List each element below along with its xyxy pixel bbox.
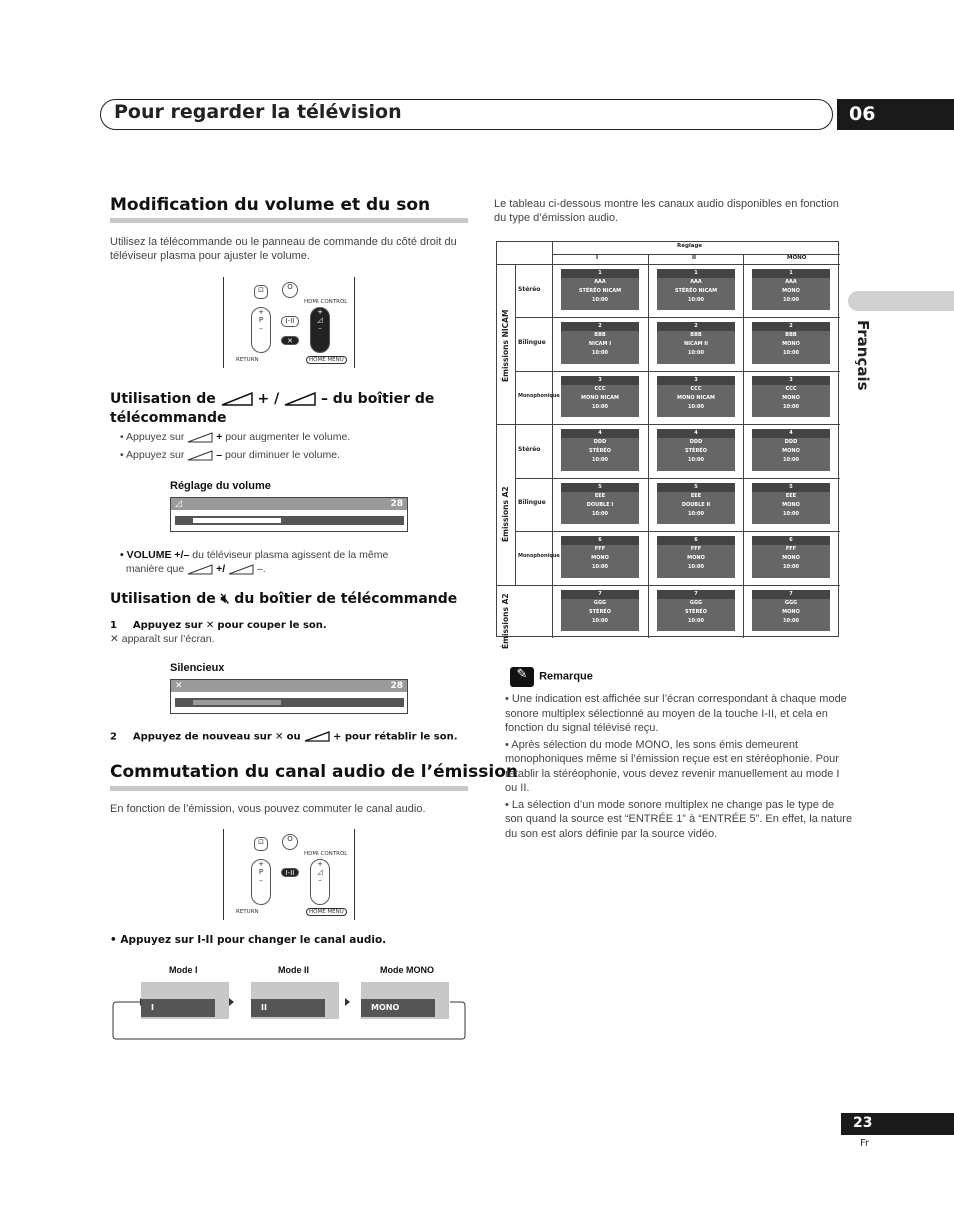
table-line	[515, 371, 840, 372]
table-cell-line: GGG	[784, 599, 798, 606]
table-cell-line: 10:00	[688, 457, 704, 464]
mute-step-2: 2 Appuyez de nouveau sur ✕ ou + pour rétablir le son.	[110, 731, 458, 743]
table-cell-line: 10:00	[688, 564, 704, 571]
return-label: RETURN	[236, 909, 259, 915]
mute-osd-header	[171, 680, 407, 692]
table-cell-line: 7	[752, 590, 830, 599]
language-tab	[848, 291, 954, 311]
table-cell-line: MONO	[782, 501, 800, 508]
table-row-label: Stéréo	[518, 446, 541, 453]
mute-osd	[170, 679, 408, 714]
table-row-label: Monophonique	[518, 552, 560, 559]
table-line	[648, 254, 649, 638]
table-intro: Le tableau ci-dessous montre les canaux audio disponibles en fonction du type d’émission audio.	[494, 198, 839, 224]
table-cell-line: FFF	[594, 546, 606, 553]
input-button-icon: ⊡	[254, 837, 268, 851]
table-cell-line: 10:00	[783, 403, 799, 410]
table-cell-line: 10:00	[592, 564, 608, 571]
table-cell-line: STÉRÉO	[589, 448, 611, 455]
table-cell-line: BBB	[690, 332, 702, 339]
table-column-header: II	[692, 255, 697, 261]
audio-channel-table	[496, 241, 839, 650]
power-icon: O	[282, 834, 298, 850]
table-cell-screen	[657, 269, 735, 310]
volume-osd-header	[171, 498, 407, 510]
mute-step-1: 1 Appuyez sur ✕ pour couper le son.	[110, 620, 327, 631]
section1-heading: Modification du volume et du son	[110, 195, 431, 215]
table-cell-line: STÉRÉO NICAM	[674, 288, 718, 294]
page-number: 23	[841, 1113, 954, 1135]
table-cell-line: 10:00	[592, 617, 608, 624]
table-cell-line: 10:00	[592, 297, 608, 303]
table-cell-line: DDD	[689, 439, 703, 446]
table-cell-line: MONO	[782, 341, 800, 348]
remote-illustration-volume	[223, 277, 355, 368]
bullet-increase: • Appuyez sur + pour augmenter le volume.	[120, 431, 351, 443]
table-cell-line: EEE	[690, 492, 702, 499]
section2-intro: En fonction de l’émission, vous pouvez commuter le canal audio.	[110, 803, 426, 815]
table-group-label: Émissions A2	[501, 486, 510, 543]
table-cell-line: EEE	[594, 492, 606, 499]
table-cell-line: 10:00	[592, 457, 608, 464]
mute-button-icon: ✕	[281, 336, 299, 345]
table-line	[515, 317, 840, 318]
table-cell-screen	[657, 590, 735, 631]
pencil-icon: ✎	[510, 667, 534, 687]
mute-sub-heading: Utilisation de 🔇︎ du boîtier de télécommande	[110, 591, 458, 607]
table-cell-screen	[657, 376, 735, 417]
mute-icon: ✕	[110, 633, 119, 645]
language-label: Français	[854, 320, 872, 391]
table-line	[497, 424, 840, 425]
mode-cycle-diagram	[112, 962, 467, 1042]
table-cell-line: CCC	[785, 385, 797, 392]
table-cell-screen	[752, 376, 830, 417]
table-cell-line: STÉRÉO	[589, 608, 611, 615]
volume-value: 28	[390, 499, 403, 509]
mute-icon: 🔇︎	[220, 591, 230, 607]
volume-rocker-icon: + ◿ –	[310, 307, 330, 353]
section2-heading: Commutation du canal audio de l’émission	[110, 762, 518, 782]
table-group-label: Émissions A2	[501, 593, 510, 650]
table-line	[552, 242, 553, 638]
table-cell-line: 10:00	[688, 350, 704, 357]
table-cell-line: CCC	[594, 385, 606, 392]
table-cell-line: 10:00	[592, 510, 608, 517]
table-cell-line: 2	[657, 322, 735, 331]
hdmi-label: HDMI CONTROL	[304, 299, 348, 305]
table-cell-line: NICAM II	[683, 341, 709, 348]
table-cell-line: 10:00	[783, 510, 799, 517]
table-cell-line: 4	[561, 429, 639, 438]
table-row-label: Stéréo	[518, 285, 541, 293]
table-cell-screen	[561, 590, 639, 631]
table-cell-line: STÉRÉO	[685, 448, 707, 455]
table-cell-line: GGG	[593, 599, 607, 606]
table-cell-screen	[561, 322, 639, 363]
table-cell-screen	[657, 536, 735, 577]
table-cell-line: 10:00	[688, 297, 704, 303]
table-cell-line: 3	[752, 376, 830, 385]
table-cell-screen	[561, 536, 639, 577]
note-item: • Une indication est affichée sur l’écran correspondant à chaque mode sonore multiplex sélectionné au moyen de la touche I-II, et cela en fonction du signal télévisé reçu.	[505, 693, 847, 734]
volume-value: 28	[390, 681, 403, 691]
table-cell-line: 1	[561, 269, 639, 278]
table-line	[515, 478, 840, 479]
table-cell-line: 7	[561, 590, 639, 599]
volume-rocker-icon: + ◿ –	[310, 859, 330, 905]
table-cell-line: AAA	[785, 279, 797, 285]
table-cell-line: 10:00	[688, 510, 704, 517]
table-cell-line: MONO	[782, 394, 800, 401]
table-cell-screen	[657, 322, 735, 363]
table-cell-screen	[657, 483, 735, 524]
table-row-label: Monophonique	[518, 392, 560, 399]
table-cell-line: 5	[561, 483, 639, 492]
chapter-number: 06	[837, 99, 954, 130]
volume-icon	[228, 564, 254, 575]
audio-switch-bullet: • Appuyez sur I-II pour changer le canal audio.	[110, 934, 387, 946]
hdmi-label: HDMI CONTROL	[304, 851, 348, 857]
table-cell-line: BBB	[785, 332, 797, 339]
i-ii-button-highlighted: I-II	[281, 868, 299, 877]
input-button-icon: ⊡	[254, 285, 268, 299]
volume-icon	[187, 432, 213, 443]
table-cell-line: 5	[657, 483, 735, 492]
table-cell-line: 10:00	[688, 403, 704, 410]
mute-icon: ✕	[175, 681, 183, 691]
table-reglage-header: Réglage	[677, 243, 703, 249]
mute-icon: ✕	[205, 620, 215, 631]
table-cell-line: 4	[657, 429, 735, 438]
mode-mono-caption: Mode MONO	[380, 965, 434, 975]
table-cell-line: 3	[561, 376, 639, 385]
table-cell-line: 3	[657, 376, 735, 385]
table-cell-line: MONO NICAM	[677, 394, 715, 401]
note-item: • La sélection d’un mode sonore multiplex ne change pas le type de son quand la source est “ENTRÉE 1” à “ENTRÉE 5”. En effet, la nature du son est alors définie par la source vidéo.	[505, 798, 853, 840]
table-cell-line: DDD	[784, 439, 798, 446]
table-cell-screen	[752, 483, 830, 524]
table-cell-line: 6	[752, 536, 830, 545]
table-cell-line: 10:00	[783, 297, 799, 303]
table-cell-line: DOUBLE I	[586, 501, 614, 508]
table-cell-line: FFF	[690, 546, 702, 553]
table-cell-line: STÉRÉO NICAM	[578, 288, 622, 294]
table-cell-line: GGG	[689, 599, 703, 606]
table-cell-line: EEE	[785, 492, 797, 499]
table-cell-line: 1	[752, 269, 830, 278]
page-language: Fr	[860, 1138, 870, 1149]
mode-1-caption: Mode I	[169, 965, 198, 975]
volume-icon	[187, 564, 213, 575]
mode-2-caption: Mode II	[278, 965, 309, 975]
mode-1-screen: I	[141, 982, 229, 1019]
table-row-label: Bilingue	[518, 339, 546, 347]
channel-rocker-icon: + P –	[251, 307, 271, 353]
home-menu-label: HOME MENU	[306, 356, 347, 364]
table-cell-line: MONO NICAM	[581, 394, 619, 401]
table-cell-line: 10:00	[783, 564, 799, 571]
note-header: ✎ Remarque	[510, 666, 593, 687]
table-cell-line: AAA	[690, 279, 702, 285]
table-cell-line: 1	[657, 269, 735, 278]
volume-icon	[187, 450, 213, 461]
section1-intro: Utilisez la télécommande ou le panneau de commande du côté droit du téléviseur plasma pour ajuster le volume.	[110, 236, 457, 262]
table-cell-line: 2	[752, 322, 830, 331]
table-cell-line: BBB	[594, 332, 606, 339]
table-cell-line: MONO	[782, 608, 800, 615]
table-cell-screen	[752, 590, 830, 631]
volume-sub-heading: Utilisation de + / – du boîtier de télécommande	[110, 391, 435, 426]
table-cell-line: 10:00	[783, 350, 799, 357]
volume-osd	[170, 497, 408, 532]
volume-fill	[193, 518, 281, 523]
i-ii-button: I-II	[281, 316, 299, 327]
table-row-label: Bilingue	[518, 499, 546, 507]
table-cell-line: 10:00	[688, 617, 704, 624]
table-cell-line: 5	[752, 483, 830, 492]
table-cell-line: MONO	[782, 288, 800, 294]
table-cell-line: MONO	[591, 555, 609, 562]
table-cell-screen	[561, 483, 639, 524]
table-cell-line: MONO	[687, 555, 705, 562]
table-cell-line: 10:00	[783, 617, 799, 624]
mute-osd-caption: Silencieux	[170, 662, 225, 674]
table-cell-line: 10:00	[592, 403, 608, 410]
table-cell-line: MONO	[782, 448, 800, 455]
table-cell-screen	[752, 322, 830, 363]
table-line	[743, 254, 744, 638]
table-cell-line: DOUBLE II	[681, 501, 711, 508]
bullet-decrease: • Appuyez sur – pour diminuer le volume.	[120, 449, 340, 461]
table-cell-line: NICAM I	[588, 341, 612, 348]
mute-icon: ✕	[275, 731, 284, 743]
table-cell-line: STÉRÉO	[685, 608, 707, 615]
mode-mono-screen: MONO	[361, 982, 449, 1019]
table-cell-line: AAA	[594, 279, 606, 285]
table-cell-screen	[561, 376, 639, 417]
remote-illustration-audio	[223, 829, 355, 920]
table-cell-line: 2	[561, 322, 639, 331]
language-label-wrap	[852, 320, 876, 391]
mode-2-screen: II	[251, 982, 339, 1019]
volume-osd-caption: Réglage du volume	[170, 480, 271, 492]
note-list	[505, 692, 853, 841]
table-cell-line: DDD	[593, 439, 607, 446]
table-column-header: MONO	[787, 255, 807, 261]
table-cell-screen	[752, 429, 830, 470]
volume-icon: ◿	[175, 499, 182, 509]
table-cell-screen	[752, 269, 830, 310]
volume-panel-bullet: • VOLUME +/– du téléviseur plasma agissent de la même manière que +/ –.	[120, 549, 389, 575]
table-cell-screen	[561, 269, 639, 310]
section1-rule	[110, 218, 468, 223]
power-icon: O	[282, 282, 298, 298]
table-group-label: Émissions NICAM	[501, 309, 510, 383]
table-cell-screen	[752, 536, 830, 577]
table-line	[497, 585, 840, 586]
table-cell-line: CCC	[690, 385, 702, 392]
table-cell-line: 10:00	[592, 350, 608, 357]
home-menu-label: HOME MENU	[306, 908, 347, 916]
table-cell-line: 6	[657, 536, 735, 545]
page-title: Pour regarder la télévision	[114, 101, 402, 123]
mute-step-1-note: ✕ apparaît sur l’écran.	[110, 633, 215, 645]
channel-rocker-icon: + P –	[251, 859, 271, 905]
mute-fill	[193, 700, 281, 705]
table-column-header: I	[596, 255, 599, 261]
table-cell-line: 4	[752, 429, 830, 438]
table-line	[515, 531, 840, 532]
volume-icon	[304, 731, 330, 742]
table-cell-line: MONO	[782, 555, 800, 562]
table-cell-screen	[657, 429, 735, 470]
table-line	[497, 264, 840, 265]
table-cell-line: FFF	[785, 546, 797, 553]
section2-rule	[110, 786, 468, 791]
table-cell-line: 6	[561, 536, 639, 545]
table-cell-line: 10:00	[783, 457, 799, 464]
table-cell-line: 7	[657, 590, 735, 599]
table-cell-screen	[561, 429, 639, 470]
note-item: • Après sélection du mode MONO, les sons émis demeurent monophoniques même si l’émission reçue est en stéréophonie. Pour rétablir la stéréophonie, vous devez revenir manuellement au mode I ou II.	[505, 738, 840, 794]
return-label: RETURN	[236, 357, 259, 363]
